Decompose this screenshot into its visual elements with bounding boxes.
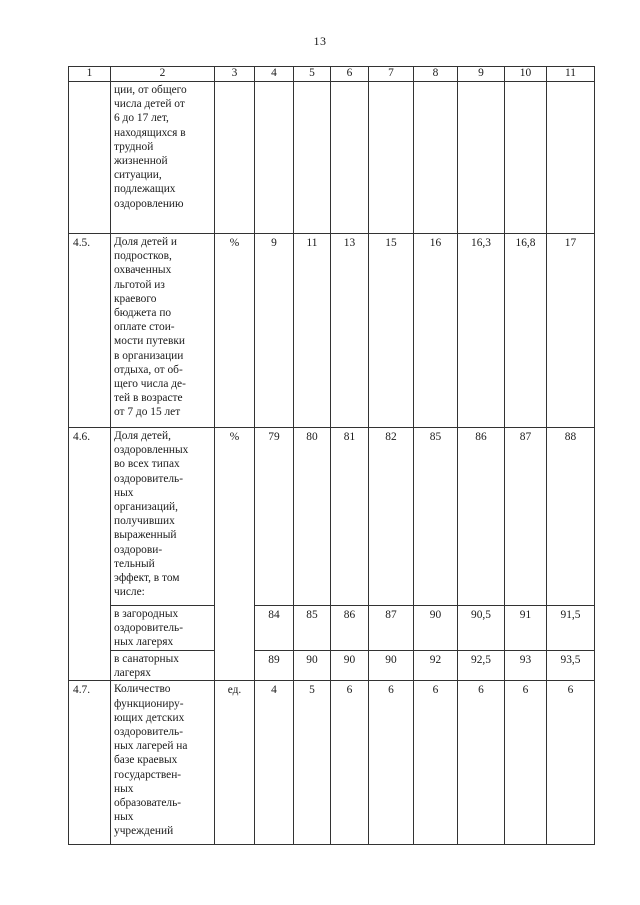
text-line: щего числа де- <box>114 378 186 391</box>
text-line: тельный <box>114 557 155 570</box>
table-row-4-5 <box>69 234 595 428</box>
value-cell: 87 <box>505 428 547 606</box>
text-line: охваченных <box>114 264 172 277</box>
value-cell <box>458 82 505 234</box>
text-line: оздоровитель- <box>114 726 184 739</box>
text-line: организаций, <box>114 501 178 514</box>
text-line: оздорови- <box>114 543 163 556</box>
value-cell: 88 <box>547 428 595 606</box>
value-cell: 85 <box>294 606 331 651</box>
value-cell: 86 <box>458 428 505 606</box>
text-line: ных <box>114 486 134 499</box>
value-cell: 80 <box>294 428 331 606</box>
text-line: мости путевки <box>114 335 185 348</box>
value-cell: 90 <box>369 651 414 681</box>
value-cell: 90 <box>331 651 369 681</box>
header-cell: 10 <box>505 67 547 82</box>
value-cell: 79 <box>255 428 294 606</box>
row-number-cell: 4.5. <box>69 234 111 428</box>
header-cell: 3 <box>215 67 255 82</box>
header-cell: 8 <box>414 67 458 82</box>
table-row-4-6-country-camps <box>69 606 595 651</box>
header-cell: 2 <box>111 67 215 82</box>
header-cell: 1 <box>69 67 111 82</box>
value-cell: 16,3 <box>458 234 505 428</box>
value-cell: 9 <box>255 234 294 428</box>
value-cell: 6 <box>458 681 505 845</box>
value-cell: 92,5 <box>458 651 505 681</box>
indicator-text <box>111 428 215 606</box>
text-line: получивших <box>114 515 175 528</box>
text-line: учреждений <box>114 825 174 838</box>
indicators-table <box>68 66 595 845</box>
header-cell: 5 <box>294 67 331 82</box>
value-cell: 90 <box>414 606 458 651</box>
header-cell: 4 <box>255 67 294 82</box>
text-line: краевого <box>114 292 157 305</box>
value-cell: 81 <box>331 428 369 606</box>
value-cell: 6 <box>369 681 414 845</box>
value-cell <box>369 82 414 234</box>
value-cell: 4 <box>255 681 294 845</box>
page-number: 13 <box>313 34 327 48</box>
text-line: от 7 до 15 лет <box>114 406 181 419</box>
table-row-4-6-sanatorium-camps <box>69 651 595 681</box>
text-line: в загородных <box>114 608 179 620</box>
value-cell: 84 <box>255 606 294 651</box>
value-cell <box>255 82 294 234</box>
value-cell <box>547 82 595 234</box>
text-line: государствен- <box>114 768 182 781</box>
value-cell: 13 <box>331 234 369 428</box>
unit-cell: ед. <box>215 681 255 845</box>
value-cell <box>414 82 458 234</box>
text-line: в санаторных <box>114 653 179 665</box>
value-cell: 92 <box>414 651 458 681</box>
indicator-text <box>111 681 215 845</box>
text-line: лагерях <box>114 667 151 680</box>
indicator-text <box>111 651 215 681</box>
value-cell <box>294 82 331 234</box>
value-cell: 6 <box>414 681 458 845</box>
unit-cell <box>215 82 255 234</box>
header-cell: 9 <box>458 67 505 82</box>
value-cell: 6 <box>505 681 547 845</box>
text-line: бюджета по <box>114 307 172 320</box>
text-line: оплате стои- <box>114 321 175 334</box>
value-cell: 91,5 <box>547 606 595 651</box>
text-line: ных <box>114 782 134 795</box>
table-header-row <box>69 67 595 82</box>
value-cell <box>331 82 369 234</box>
text-line: отдыха, от об- <box>114 363 183 376</box>
text-line: Доля детей и <box>114 236 178 248</box>
text-line: подростков, <box>114 250 172 263</box>
text-line: жизненной <box>114 155 168 168</box>
indicator-text <box>111 234 215 428</box>
value-cell: 16 <box>414 234 458 428</box>
text-line: ситуации, <box>114 169 162 182</box>
table-row-4-7 <box>69 681 595 845</box>
unit-cell: % <box>215 234 255 428</box>
text-line: ных лагерях <box>114 636 174 649</box>
value-cell: 86 <box>331 606 369 651</box>
text-line: находящихся в <box>114 126 186 139</box>
value-cell: 85 <box>414 428 458 606</box>
text-line: оздоровитель- <box>114 622 184 635</box>
value-cell: 17 <box>547 234 595 428</box>
text-line: подлежащих <box>114 183 176 196</box>
text-line: 6 до 17 лет, <box>114 112 169 125</box>
text-line: Доля детей, <box>114 430 171 442</box>
text-line: ющих детских <box>114 711 185 724</box>
value-cell: 5 <box>294 681 331 845</box>
value-cell: 93,5 <box>547 651 595 681</box>
text-line: Количество <box>114 683 171 696</box>
text-line: оздоровлению <box>114 197 184 210</box>
text-line: ных <box>114 811 134 824</box>
text-line: числе: <box>114 586 145 599</box>
value-cell: 90,5 <box>458 606 505 651</box>
header-cell: 11 <box>547 67 595 82</box>
value-cell: 93 <box>505 651 547 681</box>
row-number-cell <box>69 82 111 234</box>
value-cell: 6 <box>331 681 369 845</box>
row-number-cell: 4.7. <box>69 681 111 845</box>
value-cell: 91 <box>505 606 547 651</box>
text-line: трудной <box>114 140 154 153</box>
row-number-cell: 4.6. <box>69 428 111 681</box>
value-cell: 89 <box>255 651 294 681</box>
text-line: выраженный <box>114 529 177 542</box>
text-line: оздоровленных <box>114 444 189 457</box>
unit-cell: % <box>215 428 255 681</box>
text-line: оздоровитель- <box>114 472 184 485</box>
text-line: числа детей от <box>114 98 185 111</box>
text-line: ных лагерей на <box>114 740 188 753</box>
header-cell: 7 <box>369 67 414 82</box>
text-line: образователь- <box>114 797 182 810</box>
table-row-4-6 <box>69 428 595 606</box>
value-cell: 15 <box>369 234 414 428</box>
text-line: во всех типах <box>114 458 180 471</box>
text-line: льготой из <box>114 278 165 291</box>
value-cell: 87 <box>369 606 414 651</box>
value-cell <box>505 82 547 234</box>
text-line: эффект, в том <box>114 572 180 585</box>
text-line: тей в возрасте <box>114 392 183 405</box>
text-line: в организации <box>114 349 184 362</box>
value-cell: 16,8 <box>505 234 547 428</box>
value-cell: 6 <box>547 681 595 845</box>
text-line: функциониру- <box>114 697 184 710</box>
text-line: ции, от общего <box>114 84 187 96</box>
indicator-text <box>111 606 215 651</box>
value-cell: 11 <box>294 234 331 428</box>
indicator-text <box>111 82 215 234</box>
table-row-continuation <box>69 82 595 234</box>
value-cell: 90 <box>294 651 331 681</box>
header-cell: 6 <box>331 67 369 82</box>
text-line: базе краевых <box>114 754 178 767</box>
value-cell: 82 <box>369 428 414 606</box>
